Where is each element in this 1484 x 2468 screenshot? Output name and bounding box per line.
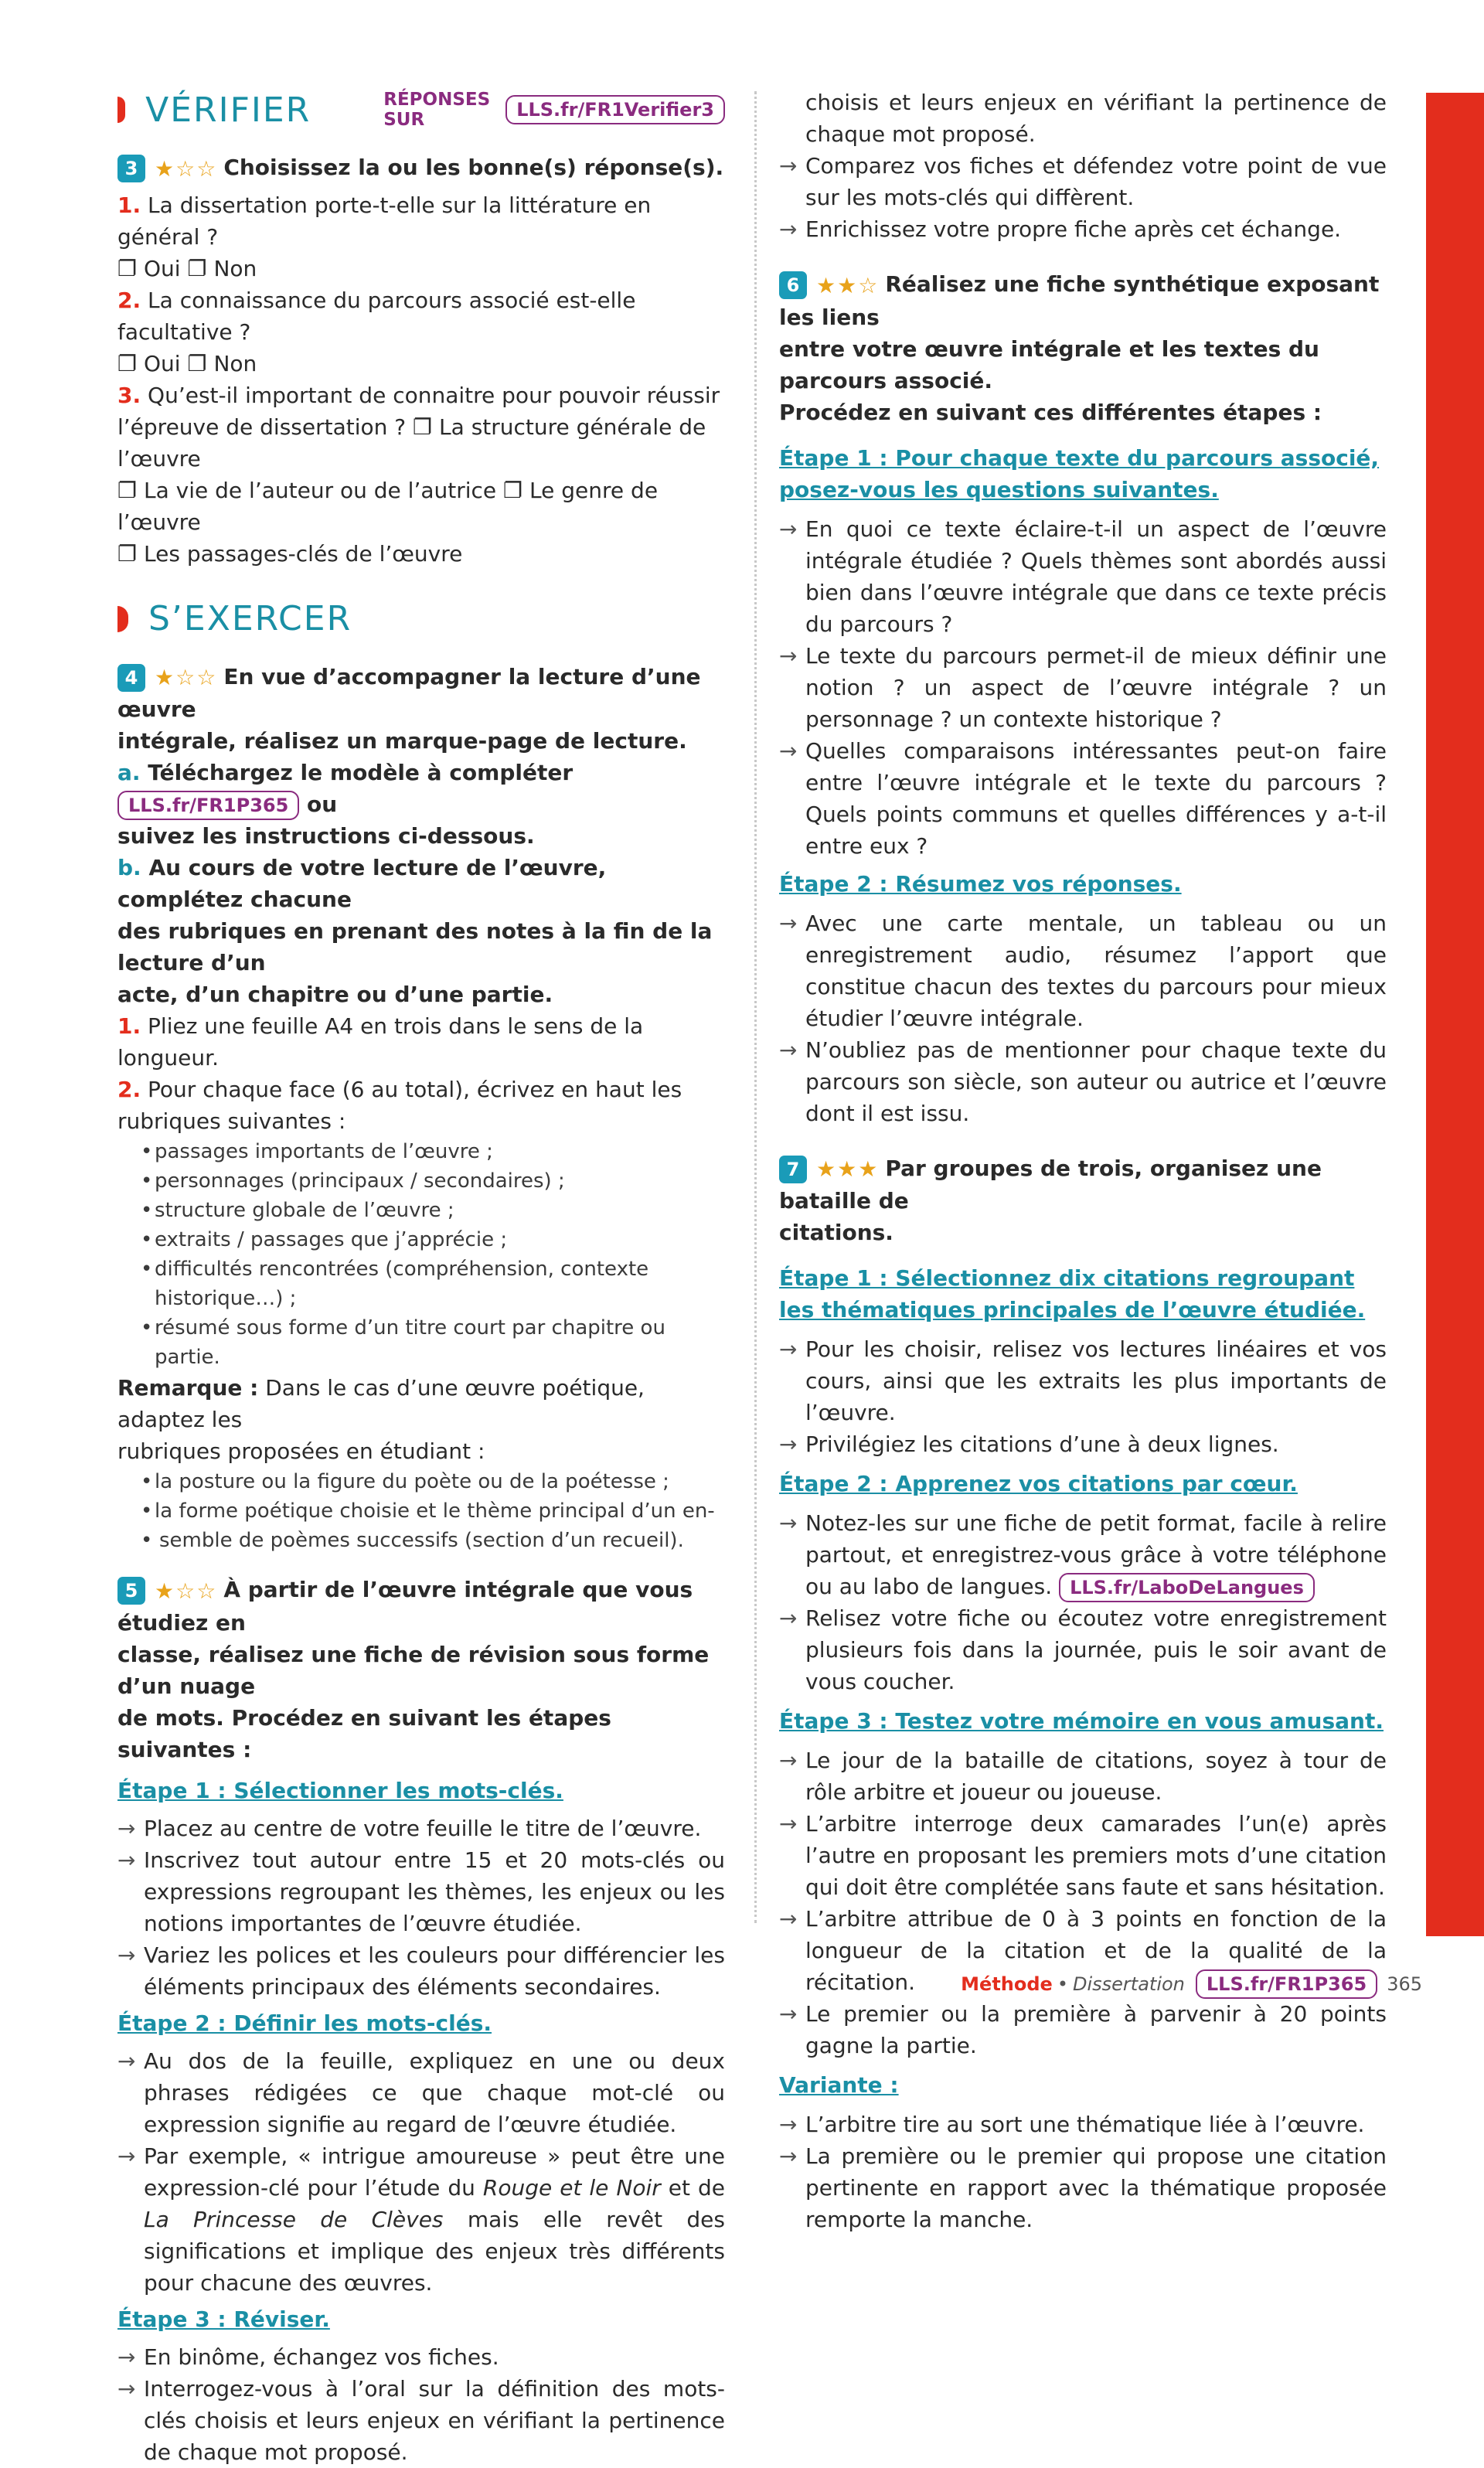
- exercise-text: À partir de l’œuvre intégrale que vous étudiez en: [117, 1577, 693, 1636]
- question-3: [117, 380, 725, 411]
- question-number: 2.: [117, 287, 141, 313]
- etape-heading: Étape 2 : Résumez vos réponses.: [779, 870, 1182, 897]
- work-title: Rouge et le Noir: [482, 2174, 661, 2201]
- exercise-5-heading: [117, 1574, 725, 1639]
- work-title: La Princesse de Clèves: [144, 2206, 444, 2232]
- list-item: → Le premier ou la première à parvenir à 20 points gagne la partie.: [779, 1998, 1387, 2061]
- etape-heading: Étape 1 : Sélectionner les mots-clés.: [117, 1777, 563, 1803]
- exercise-number-badge: 5: [117, 1577, 145, 1605]
- etape-heading: Étape 1 : Sélectionnez dix citations regroupant: [779, 1265, 1355, 1291]
- list-item: [117, 2140, 725, 2299]
- item-text: Notez-les sur une fiche de petit format, facile à relire partout, et enregistrez-vous grâce à votre téléphone ou au labo de langues.: [805, 1510, 1387, 1599]
- remarque-text: Dans le cas d’une œuvre poétique, adaptez les: [117, 1375, 645, 1432]
- footer-link[interactable]: LLS.fr/FR1P365: [1196, 1969, 1377, 1999]
- etape-heading: Étape 3 : Réviser.: [117, 2306, 330, 2332]
- step-text: Téléchargez le modèle à compléter: [148, 760, 574, 785]
- exercise-number-badge: 7: [779, 1156, 807, 1183]
- verifier-header: [117, 87, 725, 133]
- list-item-continued: [779, 87, 1387, 150]
- section-marker-icon: [117, 606, 128, 632]
- step-text: acte, d’un chapitre ou d’une partie.: [117, 982, 553, 1007]
- exercise-instruction: Choisissez la ou les bonne(s) réponse(s).: [223, 155, 724, 180]
- section-marker-icon: [117, 97, 125, 123]
- substep-text: rubriques suivantes :: [117, 1108, 346, 1134]
- difficulty-stars-icon: ★☆☆: [155, 665, 218, 690]
- list-item: • extraits / passages que j’apprécie ;: [117, 1225, 725, 1254]
- step-text: Au cours de votre lecture de l’œuvre, complétez chacune: [117, 855, 607, 912]
- list-item: • passages importants de l’œuvre ;: [117, 1137, 725, 1166]
- exercise-number-badge: 3: [117, 155, 145, 182]
- footer-discipline: Dissertation: [1073, 1973, 1185, 1995]
- substep-number: 1.: [117, 1013, 141, 1039]
- exercise-text: intégrale, réalisez un marque-page de lecture.: [117, 728, 687, 754]
- difficulty-stars-icon: ★★☆: [816, 272, 880, 298]
- step-text: des rubriques en prenant des notes à la fin de la lecture d’un: [117, 918, 713, 975]
- item-text: Par exemple, « intrigue amoureuse » peut être une expression-clé pour l’étude du: [144, 2143, 725, 2201]
- exercise-4-heading: [117, 661, 725, 726]
- difficulty-stars-icon: ★★★: [816, 1156, 880, 1182]
- difficulty-stars-icon: ★☆☆: [155, 1578, 218, 1604]
- list-item: • la forme poétique choisie et le thème principal d’un en-: [117, 1496, 725, 1526]
- question-text: Qu’est-il important de connaitre pour pouvoir réussir: [148, 382, 720, 408]
- etape-heading: posez-vous les questions suivantes.: [779, 476, 1219, 502]
- list-item: • difficultés rencontrées (compréhension, contexte historique…) ;: [117, 1254, 725, 1313]
- exercise-7-heading: [779, 1152, 1387, 1217]
- side-color-band: [1426, 93, 1484, 1936]
- exercise-text: Réalisez une fiche synthétique exposant les liens: [779, 271, 1380, 330]
- question-3-line4: ❐ Les passages-clés de l’œuvre: [117, 540, 463, 567]
- list-item: → N’oubliez pas de mentionner pour chaque texte du parcours son siècle, son auteur ou autrice et l’œuvre dont il est issu.: [779, 1034, 1387, 1129]
- question-1-options[interactable]: ❐ Oui ❐ Non: [117, 255, 257, 281]
- list-item: → L’arbitre tire au sort une thématique liée à l’œuvre.: [779, 2109, 1387, 2140]
- exercise-text: Par groupes de trois, organisez une bataille de: [779, 1155, 1322, 1214]
- list-item: [779, 1507, 1387, 1602]
- variante-heading: Variante :: [779, 2072, 899, 2098]
- remarque: [117, 1372, 725, 1435]
- item-text: et de: [668, 2174, 725, 2201]
- rubriques-list: [117, 1137, 725, 1372]
- question-number: 3.: [117, 382, 141, 408]
- list-item-continuation: • semble de poèmes successifs (section d’un recueil).: [117, 1526, 725, 1555]
- reponses-label: RÉPONSES SUR: [383, 90, 491, 130]
- list-item: → Le jour de la bataille de citations, soyez à tour de rôle arbitre et joueur ou joueuse.: [779, 1745, 1387, 1808]
- section-title-sexercer: S’EXERCER: [148, 599, 352, 638]
- list-item: → Avec une carte mentale, un tableau ou un enregistrement audio, résumez l’apport que constitue chacun des textes du parcours pour mieux étudier l’œuvre intégrale.: [779, 907, 1387, 1034]
- question-number: 1.: [117, 192, 141, 218]
- etape-heading: Étape 1 : Pour chaque texte du parcours associé,: [779, 444, 1380, 471]
- substep-number: 2.: [117, 1077, 141, 1102]
- sexercer-header: [117, 596, 725, 642]
- exercise-number-badge: 4: [117, 664, 145, 692]
- substep-text: Pliez une feuille A4 en trois dans le sens de la longueur.: [117, 1013, 644, 1071]
- footer-separator: •: [1057, 1973, 1068, 1995]
- list-item: → En quoi ce texte éclaire-t-il un aspect de l’œuvre intégrale étudiée ? Quels thèmes sont abordés aussi bien dans l’œuvre intégrale que dans ce texte précis du parcours ?: [779, 513, 1387, 640]
- question-2: [117, 284, 725, 348]
- step-b: [117, 852, 725, 915]
- list-item: → Inscrivez tout autour entre 15 et 20 mots-clés ou expressions regroupant les thèmes, les enjeux ou les notions importantes de l’œuvre étudiée.: [117, 1844, 725, 1939]
- exercise-6-heading: [779, 268, 1387, 333]
- labo-langues-link[interactable]: LLS.fr/LaboDeLangues: [1059, 1573, 1315, 1602]
- list-item: → Le texte du parcours permet-il de mieux définir une notion ? un aspect de l’œuvre intégrale ? un personnage ? un contexte historique ?: [779, 640, 1387, 735]
- page-number: 365: [1387, 1973, 1422, 1995]
- poetique-list: [117, 1467, 725, 1555]
- etape-heading: Étape 2 : Apprenez vos citations par cœur.: [779, 1471, 1298, 1496]
- substep-1: [117, 1010, 725, 1074]
- list-item: → En binôme, échangez vos fiches.: [117, 2341, 725, 2373]
- question-3-line2: l’épreuve de dissertation ? ❐ La structure générale de l’œuvre: [117, 414, 706, 471]
- template-download-link[interactable]: LLS.fr/FR1P365: [117, 791, 299, 820]
- column-divider: [754, 91, 757, 1923]
- list-item: → Quelles comparaisons intéressantes peut-on faire entre l’œuvre intégrale et le texte du parcours ? Quels points communs et quelles différences y a-t-il entre eux ?: [779, 735, 1387, 862]
- footer-methode: Méthode: [961, 1973, 1053, 1995]
- verifier-link[interactable]: LLS.fr/FR1Verifier3: [505, 95, 725, 124]
- exercise-text: Procédez en suivant ces différentes étapes :: [779, 399, 1322, 425]
- step-text: suivez les instructions ci-dessous.: [117, 823, 535, 849]
- exercise-number-badge: 6: [779, 271, 807, 299]
- left-column: [117, 87, 725, 2465]
- exercise-text: classe, réalisez une fiche de révision sous forme d’un nuage: [117, 1641, 710, 1699]
- section-title-verifier: VÉRIFIER: [145, 90, 311, 130]
- step-label: b.: [117, 855, 141, 880]
- remarque-text: rubriques proposées en étudiant :: [117, 1438, 485, 1464]
- list-item: → Variez les polices et les couleurs pour différencier les éléments principaux des éléments secondaires.: [117, 1939, 725, 2003]
- etape-heading: Étape 2 : Définir les mots-clés.: [117, 2010, 492, 2036]
- list-item: → L’arbitre attribue de 0 à 3 points en fonction de la longueur de la citation et de la qualité de la récitation.: [779, 1903, 1387, 1998]
- difficulty-stars-icon: ★☆☆: [155, 155, 218, 182]
- step-text: ou: [307, 791, 338, 817]
- substep-text: Pour chaque face (6 au total), écrivez en haut les: [148, 1077, 682, 1102]
- question-text: La dissertation porte-t-elle sur la littérature en général ?: [117, 192, 652, 250]
- list-item: → Au dos de la feuille, expliquez en une ou deux phrases rédigées ce que chaque mot-clé ou expression signifie au regard de l’œuvre étudiée.: [117, 2045, 725, 2140]
- substep-2: [117, 1074, 725, 1105]
- exercise-text: En vue d’accompagner la lecture d’une œuvre: [117, 663, 701, 722]
- list-item: • la posture ou la figure du poète ou de la poétesse ;: [117, 1467, 725, 1496]
- list-item: → Placez au centre de votre feuille le titre de l’œuvre.: [117, 1813, 725, 1844]
- list-item: → Relisez votre fiche ou écoutez votre enregistrement plusieurs fois dans la journée, puis le soir avant de vous coucher.: [779, 1602, 1387, 1697]
- question-2-options[interactable]: ❐ Oui ❐ Non: [117, 350, 257, 376]
- etape-heading: Étape 3 : Testez votre mémoire en vous amusant.: [779, 1708, 1384, 1734]
- list-item: → La première ou le premier qui propose une citation pertinente en rapport avec la thématique proposée remporte la manche.: [779, 2140, 1387, 2235]
- exercise-text: entre votre œuvre intégrale et les textes du parcours associé.: [779, 335, 1319, 393]
- step-a: [117, 757, 725, 820]
- item-text: choisis et leurs enjeux en vérifiant la pertinence de chaque mot proposé.: [805, 90, 1387, 147]
- question-1: [117, 189, 725, 253]
- exercise-text: de mots. Procédez en suivant les étapes suivantes :: [117, 1704, 611, 1762]
- list-item: • résumé sous forme d’un titre court par chapitre ou partie.: [117, 1313, 725, 1372]
- etape-heading: les thématiques principales de l’œuvre étudiée.: [779, 1297, 1366, 1323]
- step-label: a.: [117, 760, 141, 785]
- list-item: → Comparez vos fiches et défendez votre point de vue sur les mots-clés qui diffèrent.: [779, 150, 1387, 213]
- list-item: → Interrogez-vous à l’oral sur la définition des mots-clés choisis et leurs enjeux en vérifiant la pertinence de chaque mot proposé.: [117, 2373, 725, 2405]
- question-3-line3: ❐ La vie de l’auteur ou de l’autrice ❐ Le genre de l’œuvre: [117, 477, 659, 535]
- list-item: • structure globale de l’œuvre ;: [117, 1196, 725, 1225]
- item-text: mais elle revêt des significations et implique des enjeux très différents pour chacune des œuvres.: [144, 2206, 725, 2296]
- page-footer: [961, 1969, 1422, 1999]
- list-item: • personnages (principaux / secondaires) ;: [117, 1166, 725, 1196]
- right-column: [779, 87, 1387, 2235]
- list-item: → Enrichissez votre propre fiche après cet échange.: [779, 213, 1387, 245]
- exercise-text: citations.: [779, 1220, 893, 1245]
- exercise-3-heading: [117, 151, 725, 185]
- question-text: La connaissance du parcours associé est-elle facultative ?: [117, 287, 636, 345]
- list-item: → Pour les choisir, relisez vos lectures linéaires et vos cours, ainsi que les extraits les plus importants de l’œuvre.: [779, 1333, 1387, 1428]
- list-item: → L’arbitre interroge deux camarades l’un(e) après l’autre en proposant les premiers mots d’une citation qui doit être complétée sans faute et sans hésitation.: [779, 1808, 1387, 1903]
- list-item: → Privilégiez les citations d’une à deux lignes.: [779, 1428, 1387, 1460]
- remarque-label: Remarque :: [117, 1375, 259, 1401]
